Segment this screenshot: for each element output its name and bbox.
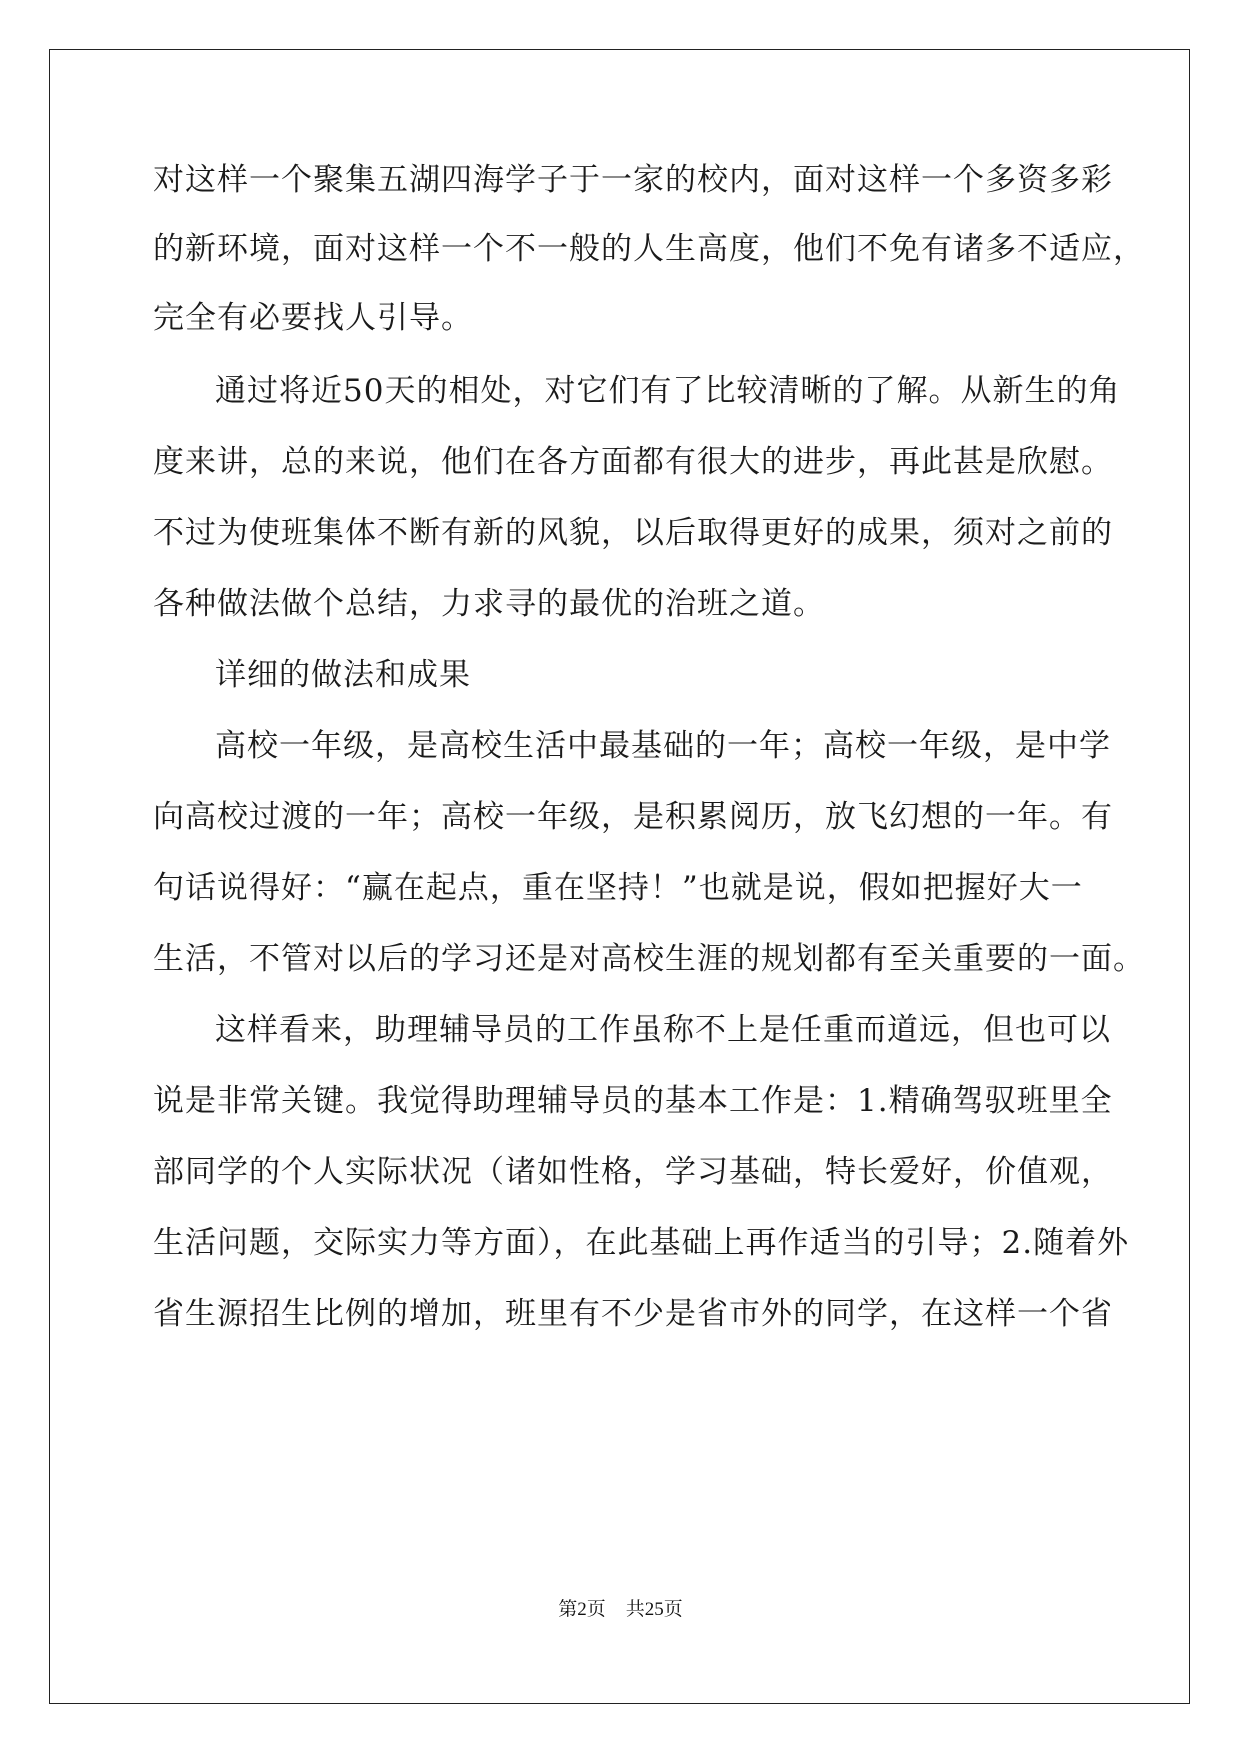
text-line: 向高校过渡的一年；高校一年级，是积累阅历，放飞幻想的一年。有 — [153, 799, 1113, 835]
text-line: 说是非常关键。我觉得助理辅导员的基本工作是：1.精确驾驭班里全 — [153, 1083, 1113, 1119]
text-line: 完全有必要找人引导。 — [153, 300, 473, 336]
paragraph-start-line: 高校一年级，是高校生活中最基础的一年；高校一年级，是中学 — [215, 728, 1111, 764]
page-number: 第2页 — [558, 1599, 606, 1620]
text-line: 度来讲，总的来说，他们在各方面都有很大的进步，再此甚是欣慰。 — [153, 444, 1113, 480]
text-line: 生活，不管对以后的学习还是对高校生涯的规划都有至关重要的一面。 — [153, 941, 1145, 977]
text-line: 各种做法做个总结，力求寻的最优的治班之道。 — [153, 586, 825, 622]
page-total: 共25页 — [625, 1599, 683, 1620]
text-line: 句话说得好：“赢在起点，重在坚持！”也就是说，假如把握好大一 — [153, 870, 1083, 906]
text-line: 生活问题，交际实力等方面），在此基础上再作适当的引导；2.随着外 — [153, 1225, 1130, 1261]
text-line: 部同学的个人实际状况（诸如性格，学习基础，特长爱好，价值观， — [153, 1154, 1113, 1190]
text-line: 对这样一个聚集五湖四海学子于一家的校内，面对这样一个多资多彩 — [153, 162, 1113, 198]
text-line: 省生源招生比例的增加，班里有不少是省市外的同学，在这样一个省 — [153, 1296, 1113, 1332]
page-footer — [0, 1594, 1241, 1621]
paragraph-start-line: 通过将近50天的相处，对它们有了比较清晰的了解。从新生的角 — [215, 373, 1121, 409]
section-heading: 详细的做法和成果 — [215, 657, 471, 693]
text-line: 不过为使班集体不断有新的风貌，以后取得更好的成果，须对之前的 — [153, 515, 1113, 551]
text-line: 的新环境，面对这样一个不一般的人生高度，他们不免有诸多不适应， — [153, 231, 1145, 267]
paragraph-start-line: 这样看来，助理辅导员的工作虽称不上是任重而道远，但也可以 — [215, 1012, 1111, 1048]
